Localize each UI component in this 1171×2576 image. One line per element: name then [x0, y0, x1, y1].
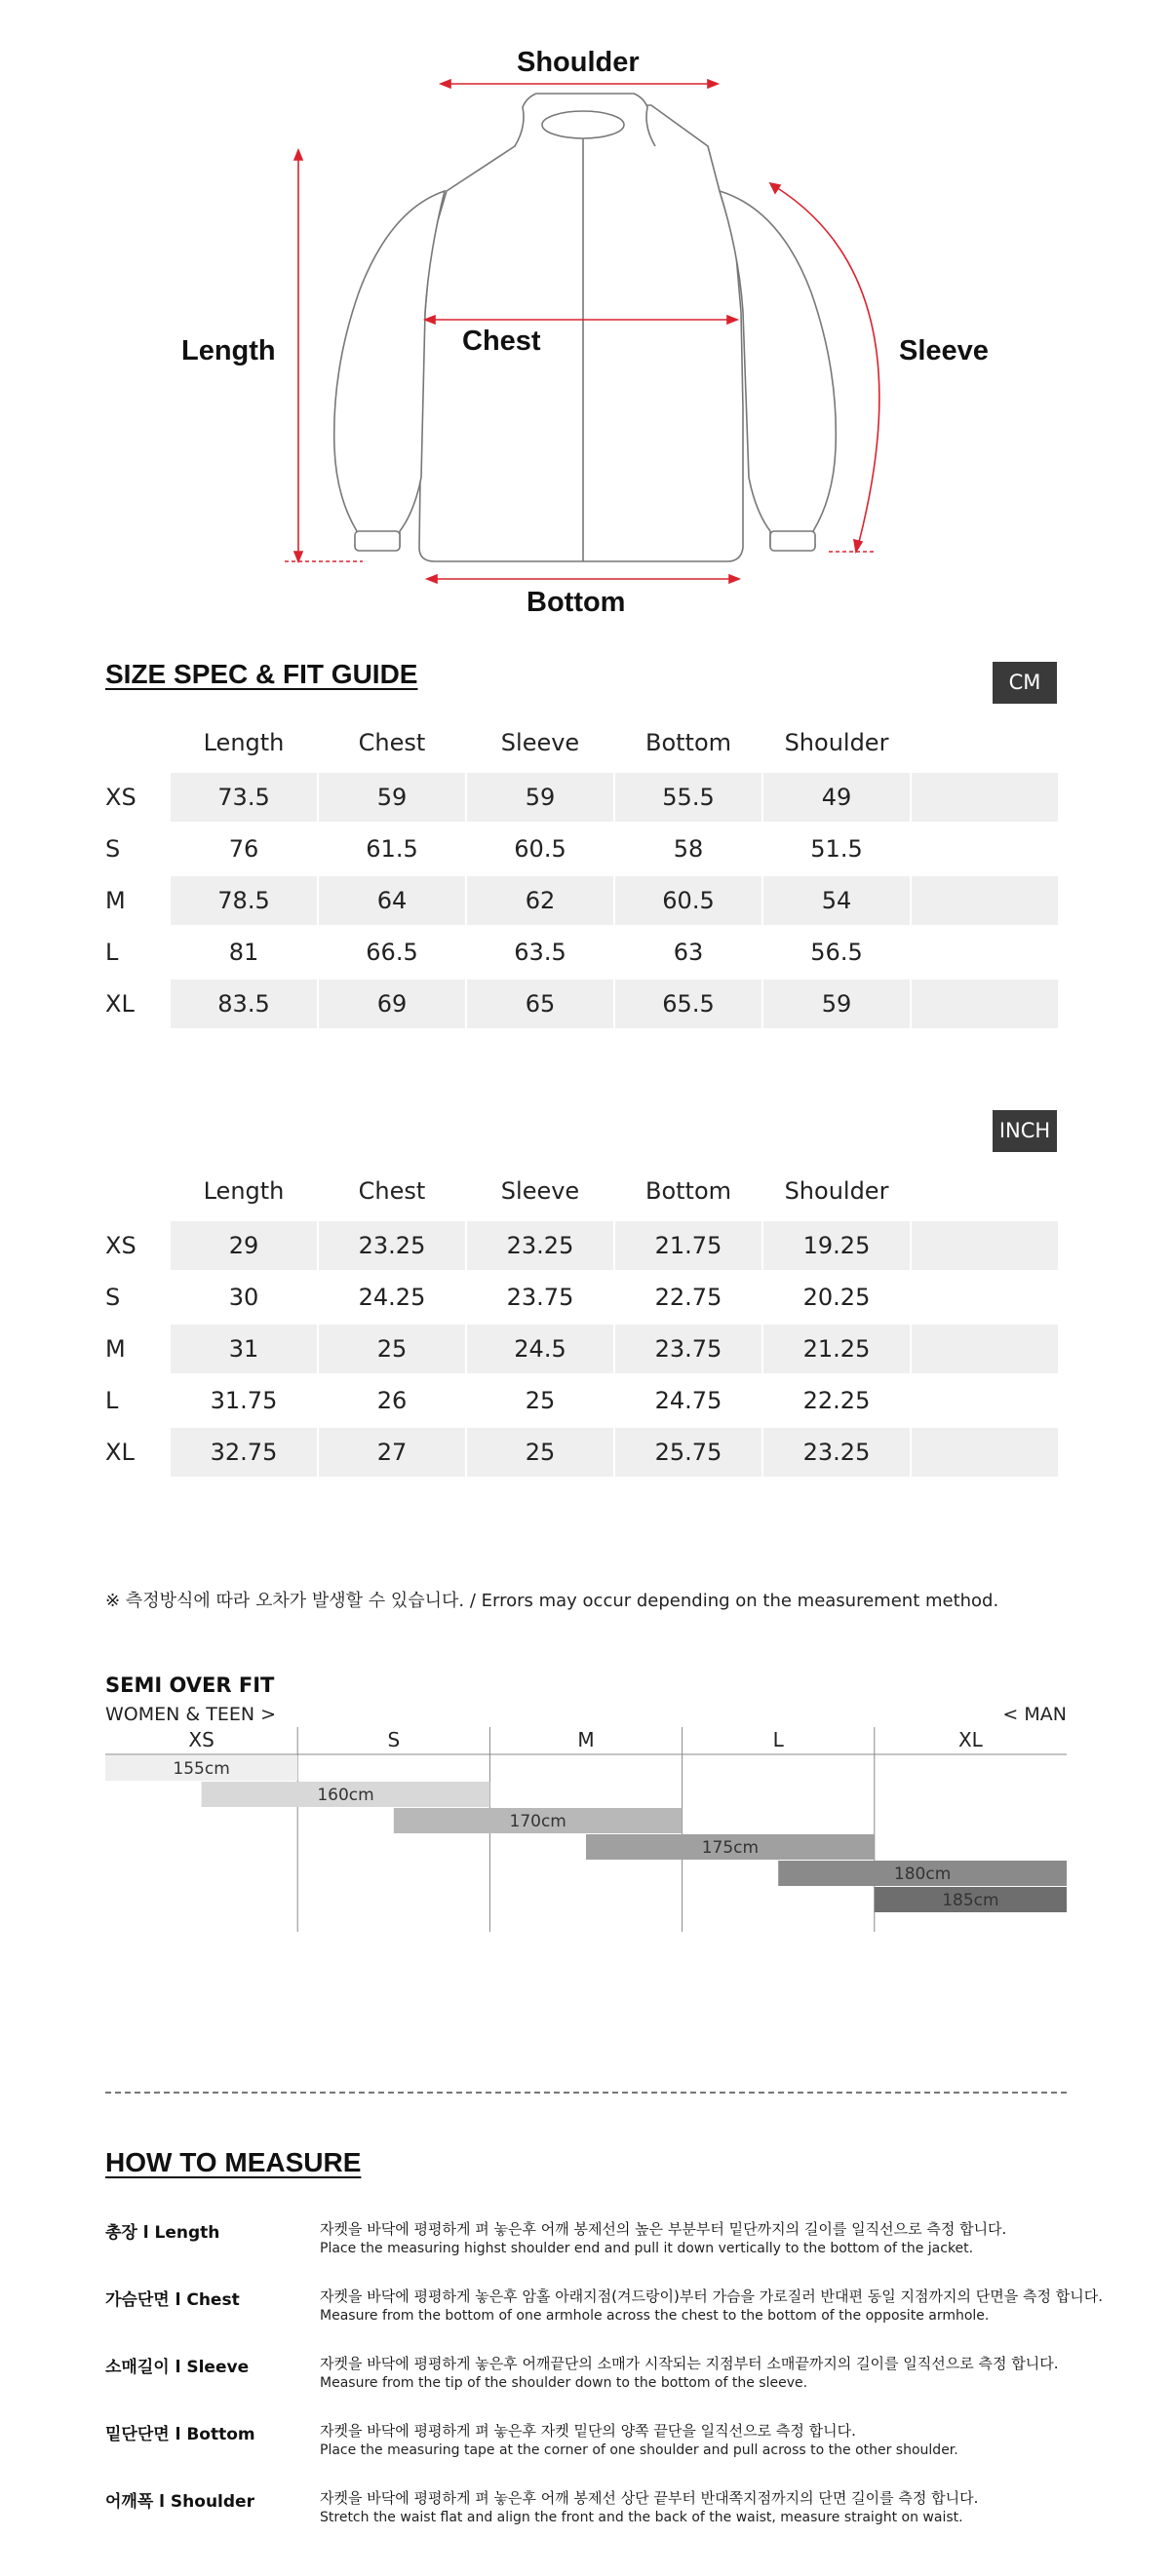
cell-length: 73.5 — [171, 773, 317, 822]
cell-length: 31 — [171, 1325, 317, 1373]
cell-length: 78.5 — [171, 876, 317, 925]
height-band-label: 175cm — [701, 1838, 760, 1858]
jacket-illustration — [0, 0, 1171, 643]
size-label: L — [105, 1387, 119, 1414]
height-band-label: 180cm — [893, 1865, 952, 1884]
cell-sleeve: 59 — [467, 773, 613, 822]
cell-shoulder: 20.25 — [802, 1284, 871, 1311]
cell-shoulder: 59 — [763, 980, 910, 1028]
cell-extra — [912, 980, 1058, 1028]
cell-extra — [912, 1273, 1058, 1322]
cell-sleeve: 62 — [467, 876, 613, 925]
how-text-ko: 자켓을 바닥에 평평하게 놓은후 암홀 아래지점(겨드랑이)부터 가슴을 가로질러 반대편 동일 지점까지의 단면을 측정 합니다. — [320, 2288, 1103, 2305]
height-band-label: 160cm — [317, 1786, 374, 1805]
cell-shoulder: 21.25 — [763, 1325, 910, 1373]
size-label: XS — [105, 1232, 137, 1259]
col-shoulder: Shoulder — [784, 1177, 889, 1205]
col-bottom: Bottom — [644, 1177, 732, 1205]
women-teen-label: WOMEN & TEEN > — [105, 1704, 277, 1725]
cell-bottom: 55.5 — [615, 773, 761, 822]
shoulder-label: Shoulder — [517, 47, 640, 78]
height-band-label: 155cm — [173, 1759, 230, 1779]
cell-chest: 66.5 — [366, 939, 418, 966]
cell-sleeve: 25 — [467, 1428, 613, 1477]
cell-extra — [912, 1428, 1058, 1477]
how-label: 소매길이 l Sleeve — [105, 2358, 250, 2377]
how-text-en: Measure from the tip of the shoulder down to the bottom of the sleeve. — [320, 2375, 808, 2391]
how-text-ko: 자켓을 바닥에 평평하게 펴 놓은후 어깨 봉제선 상단 끝부터 반대쪽지점까지의 단면 길이를 측정 합니다. — [320, 2489, 979, 2507]
cell-length: 31.75 — [210, 1387, 278, 1414]
cell-shoulder: 56.5 — [810, 939, 863, 966]
cell-extra — [912, 928, 1058, 977]
table-row — [105, 1273, 1069, 1322]
cell-bottom: 23.75 — [615, 1325, 761, 1373]
fit-height-chart — [105, 1727, 1067, 1932]
col-chest: Chest — [358, 729, 426, 756]
cell-bottom: 25.75 — [615, 1428, 761, 1477]
cell-bottom: 63 — [673, 939, 704, 966]
cell-chest: 26 — [376, 1387, 408, 1414]
cell-bottom: 65.5 — [615, 980, 761, 1028]
col-length: Length — [203, 729, 285, 756]
how-text-ko: 자켓을 바닥에 평평하게 놓은후 어깨끝단의 소매가 시작되는 지점부터 소매끝까지의 길이를 일직선으로 측정 합니다. — [320, 2355, 1059, 2372]
cell-sleeve: 63.5 — [514, 939, 566, 966]
how-text-en: Stretch the waist flat and align the front and the back of the waist, measure straight on waist. — [320, 2510, 963, 2525]
size-label: XL — [105, 1439, 135, 1466]
table-row — [105, 1325, 1069, 1373]
cm-unit-badge: CM — [993, 662, 1057, 704]
fit-size-label: S — [387, 1728, 401, 1751]
cell-chest: 23.25 — [319, 1221, 465, 1270]
fit-size-label: XS — [188, 1728, 215, 1751]
col-sleeve: Sleeve — [500, 1177, 580, 1205]
how-to-measure-title: HOW TO MEASURE — [105, 2147, 362, 2177]
cell-chest: 27 — [319, 1428, 465, 1477]
inch-unit-badge: INCH — [993, 1110, 1057, 1152]
size-label: M — [105, 1335, 126, 1363]
sleeve-label: Sleeve — [899, 335, 989, 366]
cell-length: 83.5 — [171, 980, 317, 1028]
cell-chest: 25 — [319, 1325, 465, 1373]
cell-extra — [912, 825, 1058, 873]
bottom-label: Bottom — [527, 587, 626, 618]
table-row — [105, 825, 1069, 873]
table-row — [105, 876, 1069, 925]
col-length: Length — [203, 1177, 285, 1205]
section-divider — [105, 2092, 1067, 2094]
cell-bottom: 24.75 — [654, 1387, 722, 1414]
table-row — [105, 928, 1069, 977]
cell-length: 76 — [228, 835, 259, 863]
chest-label: Chest — [462, 326, 541, 357]
size-label: S — [105, 1284, 121, 1311]
col-shoulder: Shoulder — [784, 729, 889, 756]
size-spec-title: SIZE SPEC & FIT GUIDE — [105, 659, 418, 689]
cell-shoulder: 51.5 — [810, 835, 863, 863]
cell-chest: 69 — [319, 980, 465, 1028]
cell-extra — [912, 1221, 1058, 1270]
cell-extra — [912, 876, 1058, 925]
height-band-label: 170cm — [509, 1812, 566, 1831]
cell-extra — [912, 1325, 1058, 1373]
man-label: < MAN — [1002, 1704, 1067, 1725]
cell-extra — [912, 773, 1058, 822]
cell-length: 29 — [171, 1221, 317, 1270]
table-row — [105, 980, 1069, 1028]
how-label: 밑단단면 l Bottom — [105, 2425, 255, 2444]
cell-chest: 61.5 — [366, 835, 418, 863]
fit-title: SEMI OVER FIT — [105, 1673, 275, 1697]
cell-sleeve: 23.25 — [467, 1221, 613, 1270]
table-row — [105, 1221, 1069, 1270]
length-label: Length — [181, 335, 276, 366]
cell-chest: 64 — [319, 876, 465, 925]
cell-chest: 59 — [319, 773, 465, 822]
cell-sleeve: 65 — [467, 980, 613, 1028]
col-chest: Chest — [358, 1177, 426, 1205]
size-label: L — [105, 939, 119, 966]
jacket-measurement-diagram — [0, 0, 1171, 643]
cell-bottom: 22.75 — [654, 1284, 722, 1311]
size-label: XS — [105, 784, 137, 811]
how-label: 어깨폭 l Shoulder — [105, 2492, 254, 2512]
how-text-ko: 자켓을 바닥에 평평하게 펴 놓은후 자켓 밑단의 양쪽 끝단을 일직선으로 측정 합니다. — [320, 2422, 856, 2440]
how-text-en: Measure from the bottom of one armhole across the chest to the bottom of the opposite armhole. — [320, 2308, 990, 2324]
cell-length: 81 — [228, 939, 259, 966]
how-text-ko: 자켓을 바닥에 평평하게 펴 놓은후 어깨 봉제선의 높은 부분부터 밑단까지의 길이를 일직선으로 측정 합니다. — [320, 2220, 1007, 2238]
cell-shoulder: 19.25 — [763, 1221, 910, 1270]
table-row — [105, 1376, 1069, 1425]
size-label: S — [105, 835, 121, 863]
cell-sleeve: 60.5 — [514, 835, 566, 863]
cell-shoulder: 54 — [763, 876, 910, 925]
size-label: XL — [105, 990, 135, 1018]
cell-sleeve: 23.75 — [506, 1284, 574, 1311]
cell-shoulder: 23.25 — [763, 1428, 910, 1477]
col-sleeve: Sleeve — [500, 729, 580, 756]
cell-extra — [912, 1376, 1058, 1425]
cell-shoulder: 22.25 — [802, 1387, 871, 1414]
table-row — [105, 773, 1069, 822]
measurement-note: ※ 측정방식에 따라 오차가 발생할 수 있습니다. / Errors may occur depending on the measurement method. — [105, 1591, 999, 1611]
how-text-en: Place the measuring tape at the corner of one shoulder and pull across to the other shoulder. — [320, 2442, 958, 2458]
cell-bottom: 58 — [673, 835, 704, 863]
fit-size-label: L — [772, 1728, 784, 1751]
how-text-en: Place the measuring highst shoulder end and pull it down vertically to the bottom of the jacket. — [320, 2241, 974, 2256]
table-row — [105, 1428, 1069, 1477]
cell-length: 32.75 — [171, 1428, 317, 1477]
cell-shoulder: 49 — [763, 773, 910, 822]
cell-sleeve: 24.5 — [467, 1325, 613, 1373]
height-band-label: 185cm — [942, 1891, 999, 1910]
cell-bottom: 21.75 — [615, 1221, 761, 1270]
how-label: 총장 l Length — [105, 2223, 220, 2243]
fit-size-label: XL — [957, 1728, 983, 1751]
cell-chest: 24.25 — [358, 1284, 426, 1311]
how-label: 가슴단면 l Chest — [105, 2290, 240, 2310]
fit-height-svg — [105, 1727, 1067, 1932]
size-label: M — [105, 887, 126, 914]
col-bottom: Bottom — [644, 729, 732, 756]
cell-length: 30 — [228, 1284, 259, 1311]
cell-sleeve: 25 — [525, 1387, 556, 1414]
fit-size-label: M — [577, 1728, 595, 1751]
cell-bottom: 60.5 — [615, 876, 761, 925]
